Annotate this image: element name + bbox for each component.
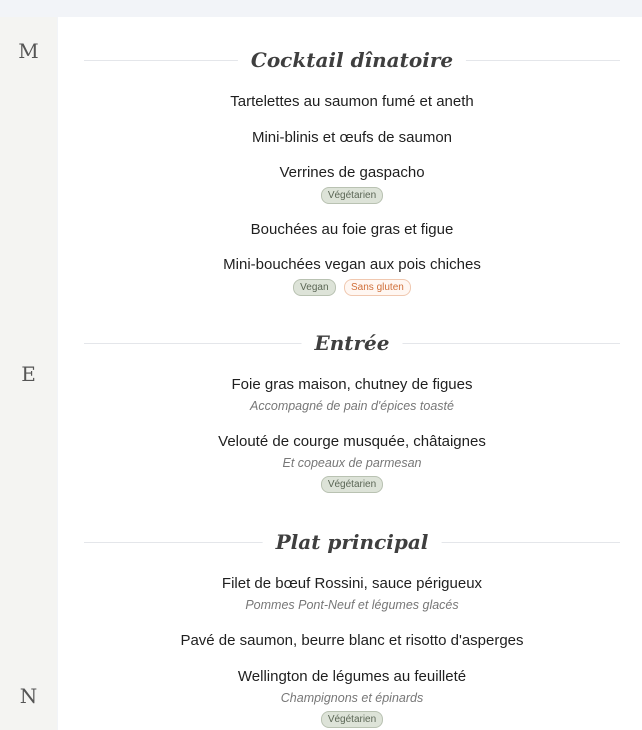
- sidebar-index: [0, 17, 57, 730]
- section-title: Cocktail dînatoire: [238, 43, 466, 77]
- section-title: Plat principal: [263, 525, 442, 559]
- section-header: [84, 43, 620, 79]
- item-name: Mini-bouchées vegan aux pois chiches: [223, 256, 481, 273]
- menu-item: [84, 376, 620, 414]
- section-header: [84, 326, 620, 362]
- menu-item: [84, 433, 620, 493]
- menu-item: [84, 129, 620, 147]
- tag-vegetarien: Végétarien: [321, 187, 383, 204]
- section-title: Entrée: [301, 326, 402, 360]
- menu-item: [84, 256, 620, 296]
- item-name: Bouchées au foie gras et figue: [250, 221, 454, 238]
- tag-vegetarien: Végétarien: [321, 711, 383, 728]
- menu-content: [58, 17, 642, 730]
- item-name: Velouté de courge musquée, châtaignes: [218, 433, 486, 450]
- tag-sans-gluten: Sans gluten: [344, 279, 411, 296]
- item-description: Pommes Pont-Neuf et légumes glacés: [245, 598, 459, 612]
- index-letter-n[interactable]: N: [19, 684, 38, 708]
- item-name: Foie gras maison, chutney de figues: [231, 376, 473, 393]
- item-name: Mini-blinis et œufs de saumon: [251, 129, 453, 146]
- section-plat-principal: [84, 525, 620, 561]
- item-description: Et copeaux de parmesan: [282, 456, 422, 470]
- menu-item: [84, 93, 620, 111]
- item-name: Filet de bœuf Rossini, sauce périgueux: [221, 575, 483, 592]
- item-name: Tartelettes au saumon fumé et aneth: [230, 93, 474, 110]
- menu-item: [84, 164, 620, 204]
- tag-vegetarien: Végétarien: [321, 476, 383, 493]
- item-description: Accompagné de pain d'épices toasté: [250, 399, 454, 413]
- index-letter-e[interactable]: E: [21, 362, 36, 386]
- item-name: Verrines de gaspacho: [279, 164, 425, 181]
- index-letter-m[interactable]: M: [18, 39, 39, 63]
- item-description: Champignons et épinards: [280, 691, 424, 705]
- tag-vegan: Vegan: [293, 279, 335, 296]
- menu-item: [84, 575, 620, 613]
- item-name: Wellington de légumes au feuilleté: [237, 668, 467, 685]
- section-cocktail: [84, 43, 620, 79]
- menu-item: [84, 221, 620, 239]
- section-header: [84, 525, 620, 561]
- menu-item: [84, 668, 620, 728]
- section-entree: [84, 326, 620, 362]
- menu-item: [84, 632, 620, 650]
- item-name: Pavé de saumon, beurre blanc et risotto d'asperges: [180, 632, 524, 649]
